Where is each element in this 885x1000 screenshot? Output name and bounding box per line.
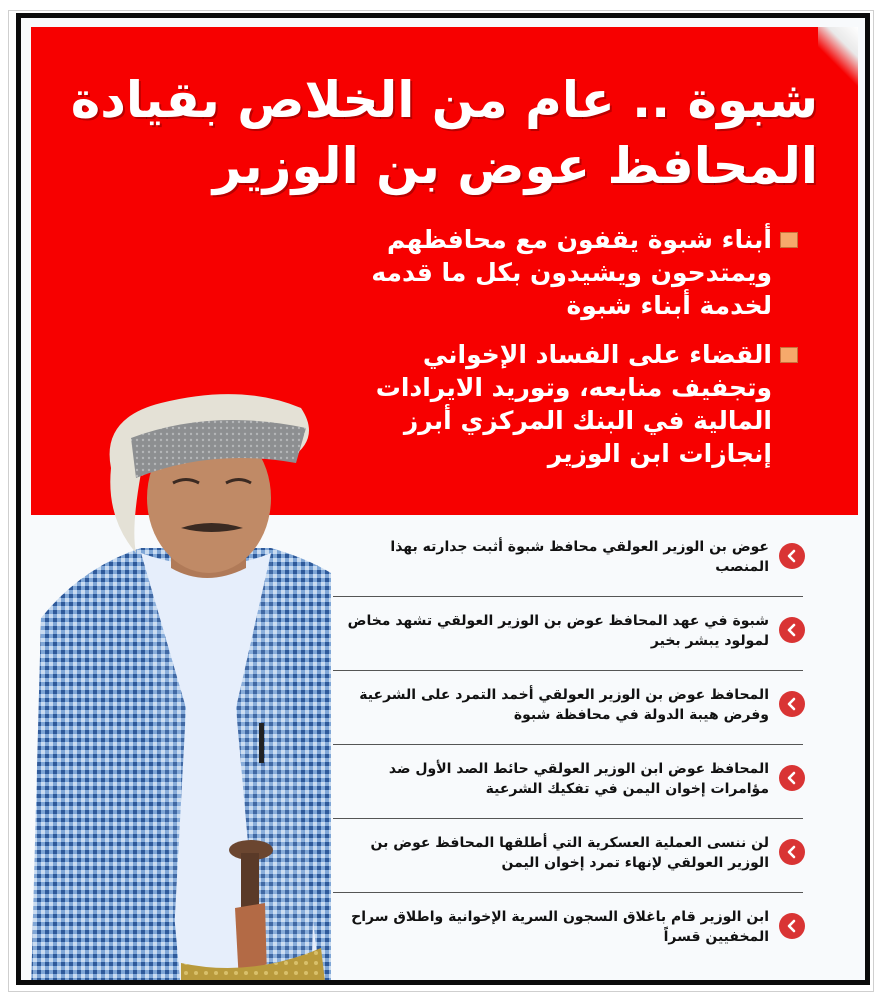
chevron-left-icon <box>779 839 805 865</box>
headline-line-2: المحافظ عوض بن الوزير <box>212 137 818 195</box>
headline <box>58 67 818 199</box>
poster-frame <box>16 13 870 985</box>
headline-line-1: شبوة .. عام من الخلاص بقيادة <box>70 71 818 129</box>
square-bullet-icon <box>780 347 798 363</box>
highlight-text: أبناء شبوة يقفون مع محافظهم ويمتدحون ويشيدون بكل ما قدمه لخدمة أبناء شبوة <box>371 225 772 320</box>
point-item <box>333 671 803 745</box>
point-text: لن ننسى العملية العسكرية التي أطلقها المحافظ عوض بن الوزير العولقي لإنهاء تمرد إخوان اليمن <box>370 835 769 871</box>
governor-portrait <box>21 378 331 985</box>
square-bullet-icon <box>780 232 798 248</box>
point-item <box>333 523 803 597</box>
point-text: عوض بن الوزير العولقي محافظ شبوة أثبت جدارته بهذا المنصب <box>390 539 769 575</box>
point-item <box>333 819 803 893</box>
chevron-left-icon <box>779 913 805 939</box>
chevron-left-icon <box>779 691 805 717</box>
chevron-left-icon <box>779 765 805 791</box>
page-curl-decoration <box>818 27 858 87</box>
point-text: شبوة في عهد المحافظ عوض بن الوزير العولقي تشهد مخاض لمولود يبشر بخير <box>347 613 769 649</box>
point-text: ابن الوزير قام باغلاق السجون السرية الإخوانية واطلاق سراح المخفيين قسراً <box>351 909 769 945</box>
point-text: المحافظ عوض ابن الوزير العولقي حائط الصد الأول ضد مؤامرات إخوان اليمن في تفكيك الشرعية <box>388 761 769 797</box>
highlight-item <box>328 338 798 470</box>
highlight-item <box>328 223 798 322</box>
point-item <box>333 597 803 671</box>
highlight-text: القضاء على الفساد الإخواني وتجفيف منابعه، وتوريد الايرادات المالية في البنك المركزي أبرز إنجازات ابن الوزير <box>375 340 772 468</box>
points-list <box>333 523 803 967</box>
highlights-list <box>328 223 798 486</box>
point-item <box>333 745 803 819</box>
chevron-left-icon <box>779 543 805 569</box>
chevron-left-icon <box>779 617 805 643</box>
point-text: المحافظ عوض بن الوزير العولقي أخمد التمرد على الشرعية وفرض هيبة الدولة في محافظة شبوة <box>359 687 769 723</box>
point-item <box>333 893 803 967</box>
